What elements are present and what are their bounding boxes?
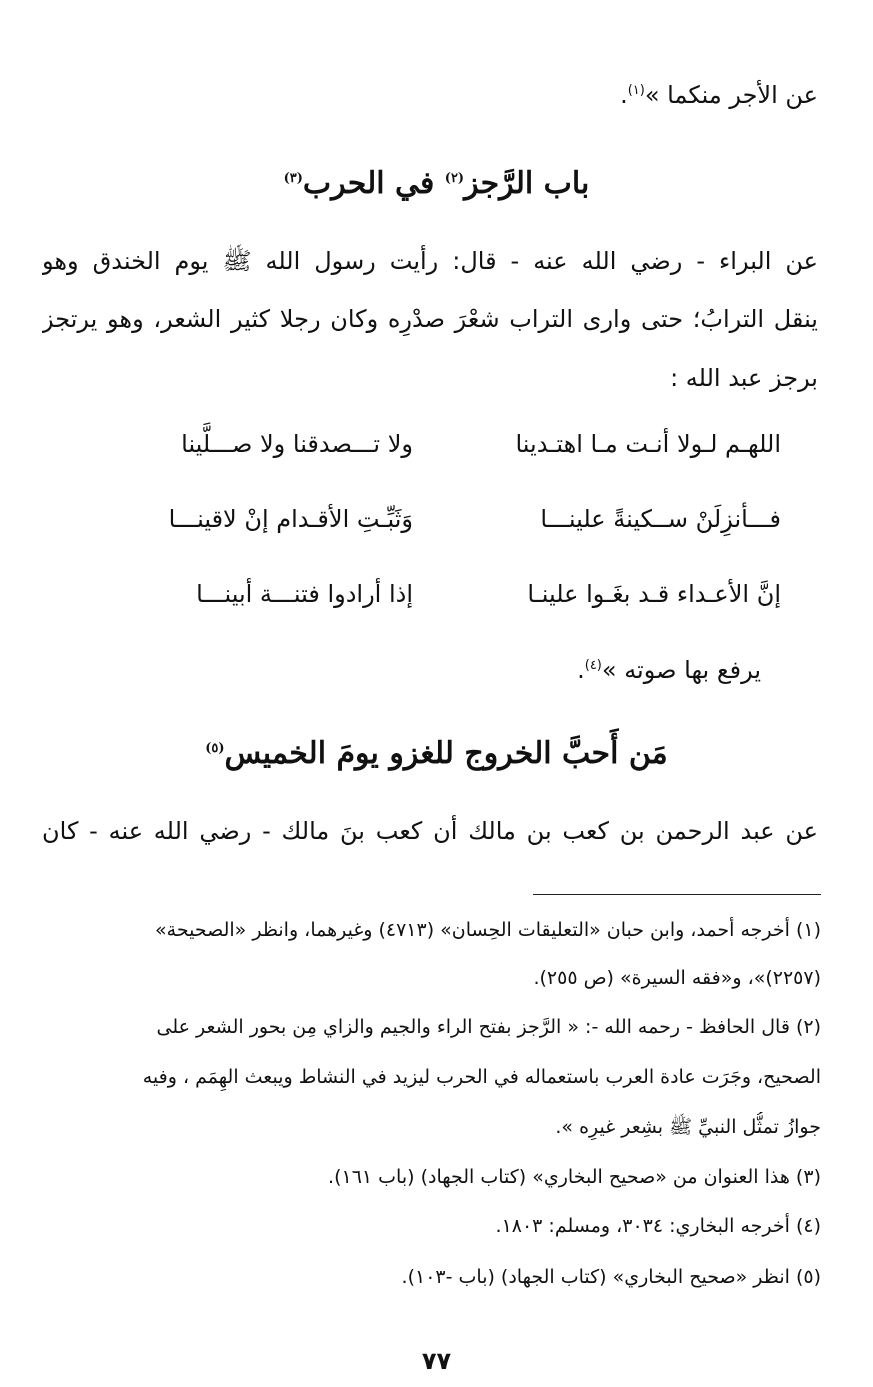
verse-1-right: اللهـم لـولا أنـت مـا اهتـدينا	[515, 430, 781, 458]
footnote-1-line-2: (٢٢٥٧)»، و«فقه السيرة» (ص ٢٥٥).	[533, 967, 821, 989]
footnote-divider	[533, 894, 821, 895]
footnote-5: (٥) انظر «صحيح البخاري» (كتاب الجهاد) (باب -١٠٣).	[401, 1266, 821, 1288]
footnote-2-line-1: (٢) قال الحافظ - رحمه الله -: « الرَّجز بفتح الراء والجيم والزاي مِن بحور الشعر على	[156, 1016, 821, 1038]
footnote-ref-5[interactable]: (٥)	[205, 741, 225, 756]
section-heading-rajaz: باب الرَّجز$^{(٢)}$ في الحرب$^{(٣)}$	[283, 166, 590, 201]
footnote-ref-1[interactable]: (١)	[627, 83, 645, 98]
intro-line: عن الأجر منكما »$^{(١)}$.	[620, 81, 818, 109]
section-heading-thursday: مَن أَحبَّ الخروج للغزو يومَ الخميس$^{(٥)}$	[205, 736, 668, 771]
footnote-1-line-1: (١) أخرجه أحمد، وابن حبان «التعليقات الحِسان» (٤٧١٣) وغيرهما، وانظر «الصحيحة»	[155, 919, 821, 941]
footnote-2-line-2: الصحيح، وجَرَت عادة العرب باستعماله في الحرب ليزيد في النشاط ويبعث الهِمَم ، وفيه	[142, 1066, 821, 1088]
footnote-ref-4[interactable]: (٤)	[584, 658, 602, 673]
verse-2-right: فـــأنزِلَنْ ســكينةً علينـــا	[540, 505, 781, 533]
footnote-4: (٤) أخرجه البخاري: ٣٠٣٤، ومسلم: ١٨٠٣.	[495, 1215, 821, 1237]
intro-text: عن الأجر منكما »	[644, 81, 818, 109]
body-line-2: ينقل الترابُ؛ حتى وارى التراب شعْرَ صدْرِه وكان رجلا كثير الشعر، وهو يرتجز	[42, 305, 818, 333]
page-number: ٧٧	[421, 1347, 452, 1375]
closing-line: يرفع بها صوته »$^{(٤)}$.	[577, 656, 761, 684]
footnote-2-line-3: جوازُ تمثُّل النبيِّ ﷺ بشِعر غيرِه ».	[555, 1116, 821, 1138]
footnote-3: (٣) هذا العنوان من «صحيح البخاري» (كتاب الجهاد) (باب ١٦١).	[328, 1166, 821, 1188]
footnote-ref-3[interactable]: (٣)	[283, 171, 303, 186]
footnote-ref-2[interactable]: (٢)	[444, 171, 465, 186]
body-line-4: عن عبد الرحمن بن كعب بن مالك أن كعب بنَ مالك - رضي الله عنه - كان	[42, 817, 818, 845]
verse-1-left: ولا تـــصدقنا ولا صـــلَّينا	[181, 430, 413, 458]
verse-2-left: وَثَبِّـتِ الأقـدام إنْ لاقينـــا	[168, 505, 413, 533]
body-line-3: برجز عبد الله :	[670, 364, 818, 392]
body-line-1: عن البراء - رضي الله عنه - قال: رأيت رسول الله ﷺ يوم الخندق وهو	[42, 247, 818, 275]
verse-3-right: إنَّ الأعـداء قـد بغَـوا علينـا	[527, 580, 781, 608]
verse-3-left: إذا أرادوا فتنـــة أبينـــا	[196, 580, 413, 608]
